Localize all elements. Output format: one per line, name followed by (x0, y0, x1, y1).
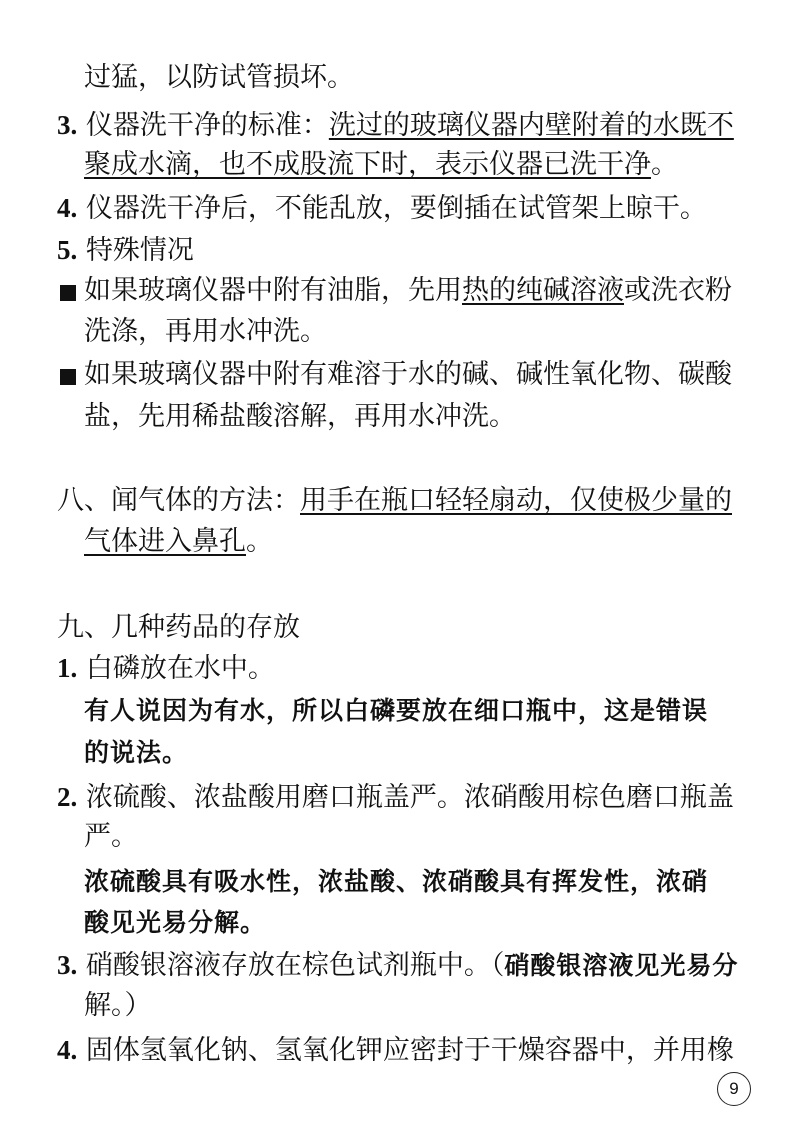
text-line: 严。 (84, 821, 138, 852)
item-number: 1. (57, 653, 78, 683)
item-number: 2. (57, 782, 78, 812)
text-line: 聚成水滴，也不成股流下时，表示仪器已洗干净。 (84, 149, 678, 180)
list-item-4: 4. 仪器洗干净后，不能乱放，要倒插在试管架上晾干。 (57, 193, 707, 224)
underlined-text: 气体进入鼻孔 (84, 526, 246, 557)
list-item-1: 1. 白磷放在水中。 (57, 653, 275, 684)
underlined-text: 洗过的玻璃仪器内壁附着的水既不 (328, 110, 734, 141)
list-item-3b: 3. 硝酸银溶液存放在棕色试剂瓶中。（硝酸银溶液见光易分 (57, 950, 739, 981)
item-number: 5. (57, 235, 78, 265)
item-number: 4. (57, 193, 78, 223)
note-line: 有人说因为有水，所以白磷要放在细口瓶中，这是错误 (84, 696, 709, 725)
square-bullet-icon (60, 285, 76, 301)
note-line: 酸见光易分解。 (84, 908, 267, 937)
text-line: 洗涤，再用水冲洗。 (84, 316, 327, 347)
square-bullet-icon (60, 369, 76, 385)
item-number: 4. (57, 1035, 78, 1065)
text-line: 气体进入鼻孔。 (84, 526, 273, 557)
section-heading-9: 九、几种药品的存放 (57, 612, 300, 643)
list-item-5: 5. 特殊情况 (57, 235, 194, 266)
text-line: 过猛，以防试管损坏。 (84, 62, 354, 93)
underlined-text: 聚成水滴，也不成股流下时，表示仪器已洗干净 (84, 149, 651, 180)
item-number: 3. (57, 110, 78, 140)
bullet-item: 如果玻璃仪器中附有油脂，先用热的纯碱溶液或洗衣粉 (84, 275, 732, 306)
list-item-3: 3. 仪器洗干净的标准：洗过的玻璃仪器内壁附着的水既不 (57, 110, 734, 141)
page-number: 9 (717, 1072, 751, 1106)
bullet-item: 如果玻璃仪器中附有难溶于水的碱、碱性氧化物、碳酸 (84, 359, 732, 390)
list-item-4b: 4. 固体氢氧化钠、氢氧化钾应密封于干燥容器中，并用橡 (57, 1035, 734, 1066)
note-line: 的说法。 (84, 738, 189, 767)
inline-note: 硝酸银溶液见光易分 (504, 951, 739, 980)
section-heading-8: 八、闻气体的方法：用手在瓶口轻轻扇动，仅使极少量的 (57, 485, 732, 516)
underlined-text: 热的纯碱溶液 (462, 275, 624, 306)
text-line: 盐，先用稀盐酸溶解，再用水冲洗。 (84, 401, 516, 432)
item-number: 3. (57, 950, 78, 980)
text-line: 解。） (84, 990, 152, 1021)
list-item-2: 2. 浓硫酸、浓盐酸用磨口瓶盖严。浓硝酸用棕色磨口瓶盖 (57, 782, 734, 813)
underlined-text: 用手在瓶口轻轻扇动，仅使极少量的 (300, 485, 732, 516)
note-line: 浓硫酸具有吸水性，浓盐酸、浓硝酸具有挥发性，浓硝 (84, 867, 709, 896)
